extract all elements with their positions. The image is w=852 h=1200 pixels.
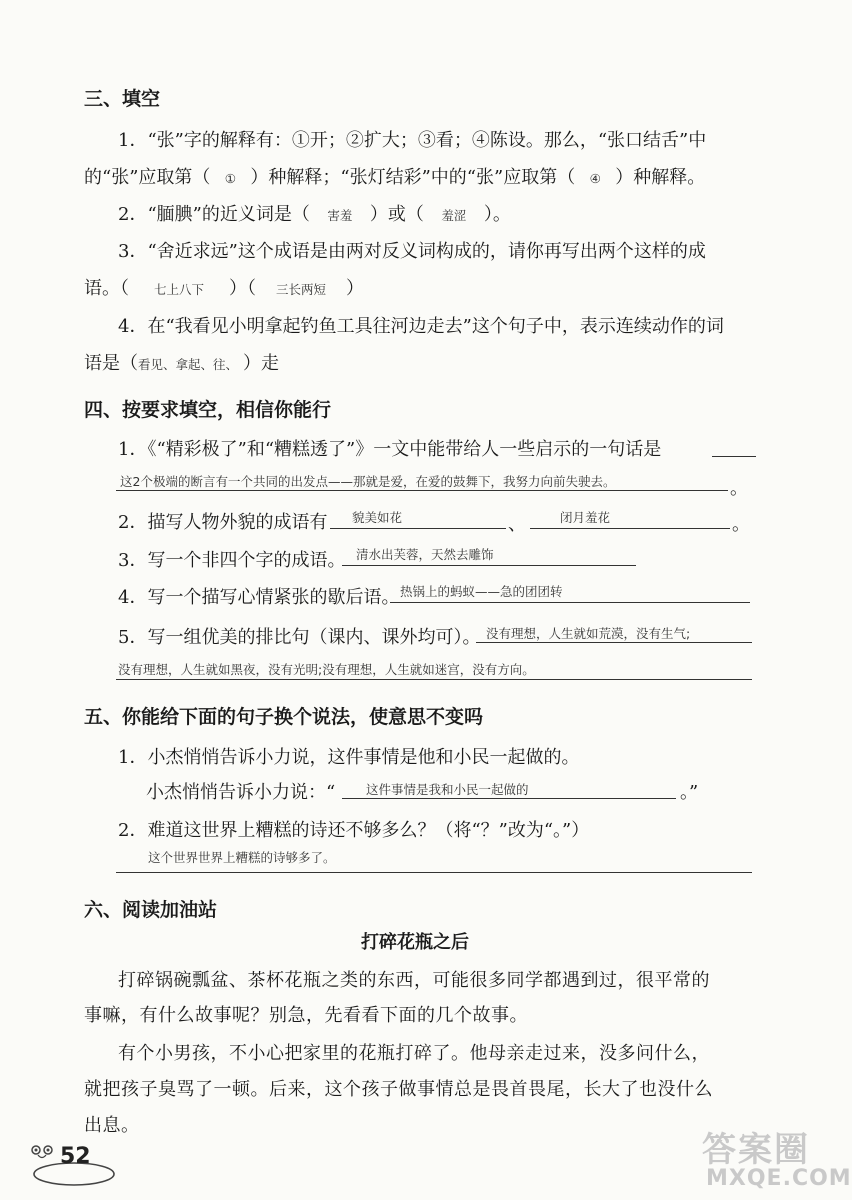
s4-q1-blank-line1 [712, 456, 756, 457]
article-p1-line2: 事嘛，有什么故事呢？别急，先看看下面的几个故事。 [84, 1005, 528, 1026]
s4-q5-blank2 [116, 679, 752, 680]
s4-q3-blank [342, 565, 636, 566]
s4-q1-answer: 这2个极端的断言有一个共同的出发点——那就是爱，在爱的鼓舞下，我努力向前失驶去。 [120, 474, 616, 489]
s3-q2: 2．“腼腆”的近义词是（ 害羞 ）或（ 羞涩 ）。 [118, 204, 511, 225]
section-5-title: 五、你能给下面的句子换个说法，使意思不变吗 [84, 706, 484, 728]
s5-q1-prefix: 小杰悄悄告诉小力说：“ [146, 782, 336, 803]
s3-q2-answer2: 羞涩 [441, 208, 467, 223]
s5-q1: 1．小杰悄悄告诉小力说，这件事情是他和小民一起做的。 [118, 747, 580, 768]
s3-q1-answer1: ① [224, 171, 237, 186]
s3-q1-line1: 1．“张”字的解释有：①开；②扩大；③看；④陈设。那么，“张口结舌”中 [118, 130, 707, 151]
s4-q1: 1．《“精彩极了”和“糟糕透了”》一文中能带给人一些启示的一句话是 [118, 439, 662, 460]
section-3-title: 三、填空 [84, 88, 161, 110]
article-p2-line2: 就把孩子臭骂了一顿。后来，这个孩子做事情总是畏首畏尾，长大了也没什么 [84, 1079, 713, 1100]
s4-q2-blank1 [330, 528, 506, 529]
s3-q1-answer2: ④ [589, 171, 601, 186]
s4-q4-answer: 热锅上的蚂蚁——急的团团转 [400, 584, 563, 599]
s4-q2-answer2: 闭月羞花 [560, 510, 611, 525]
watermark-url: MXQE.COM [706, 1166, 852, 1191]
s4-q1-end: 。 [730, 478, 748, 499]
page-number: 52 [60, 1144, 91, 1169]
s4-q5-answer1: 没有理想，人生就如荒漠，没有生气; [486, 626, 691, 641]
s3-q1-line2: 的“张”应取第（ ① ）种解释；“张灯结彩”中的“张”应取第（ ④ ）种解释。 [84, 167, 706, 188]
s5-q1-blank [342, 798, 676, 799]
s5-q2-blank [116, 872, 752, 873]
s5-q2-answer: 这个世界世界上糟糕的诗够多了。 [148, 850, 336, 865]
article-title: 打碎花瓶之后 [361, 932, 469, 953]
s4-q3-answer: 清水出芙蓉，天然去雕饰 [356, 547, 494, 562]
s3-q3-line2: 语。（ 七上八下 ）（ 三长两短 ） [84, 278, 364, 299]
s5-q2: 2．难道这世界上糟糕的诗还不够多么？（将“？”改为“。”） [118, 820, 590, 841]
s4-q4-blank [390, 602, 750, 603]
s3-q4-answer: 看见、拿起、往、 [138, 357, 239, 372]
s4-q3: 3．写一个非四个字的成语。 [118, 550, 346, 571]
s4-q2: 2．描写人物外貌的成语有 [118, 512, 328, 533]
s5-q1-end: 。” [680, 782, 699, 803]
s4-q2-end: 。 [732, 514, 750, 535]
s3-q3-line1: 3．“舍近求远”这个成语是由两对反义词构成的，请你再写出两个这样的成 [118, 241, 706, 262]
s5-q1-answer: 这件事情是我和小民一起做的 [366, 782, 529, 797]
s3-q4-line1: 4．在“我看见小明拿起钓鱼工具往河边走去”这个句子中，表示连续动作的词 [118, 316, 724, 337]
s4-q4: 4．写一个描写心情紧张的歇后语。 [118, 587, 400, 608]
s3-q3-answer1: 七上八下 [153, 282, 204, 297]
article-p2-line3: 出息。 [84, 1115, 140, 1136]
article-p2-line1: 有个小男孩，不小心把家里的花瓶打碎了。他母亲走过来，没多问什么， [118, 1043, 710, 1064]
page-number-badge [26, 1138, 116, 1188]
watermark-logo: 答案圈 [702, 1130, 810, 1170]
section-6-title: 六、阅读加油站 [84, 899, 218, 921]
s4-q2-blank2 [530, 528, 730, 529]
s3-q3-answer2: 三长两短 [275, 282, 326, 297]
s4-q2-answer1: 貌美如花 [352, 510, 403, 525]
s4-q1-blank-line2 [116, 490, 728, 491]
s4-q5-answer2: 没有理想，人生就如黑夜，没有光明;没有理想，人生就如迷宫，没有方向。 [118, 662, 535, 677]
s4-q5: 5．写一组优美的排比句（课内、课外均可）。 [118, 627, 481, 648]
s3-q4-line2: 语是（看见、拿起、往、 ）走 [84, 353, 279, 374]
s3-q2-answer1: 害羞 [327, 208, 353, 223]
article-p1-line1: 打碎锅碗瓢盆、茶杯花瓶之类的东西，可能很多同学都遇到过，很平常的 [118, 970, 710, 991]
s4-q5-blank1 [476, 642, 752, 643]
s4-q2-sep: 、 [508, 514, 526, 535]
section-4-title: 四、按要求填空，相信你能行 [84, 399, 332, 421]
